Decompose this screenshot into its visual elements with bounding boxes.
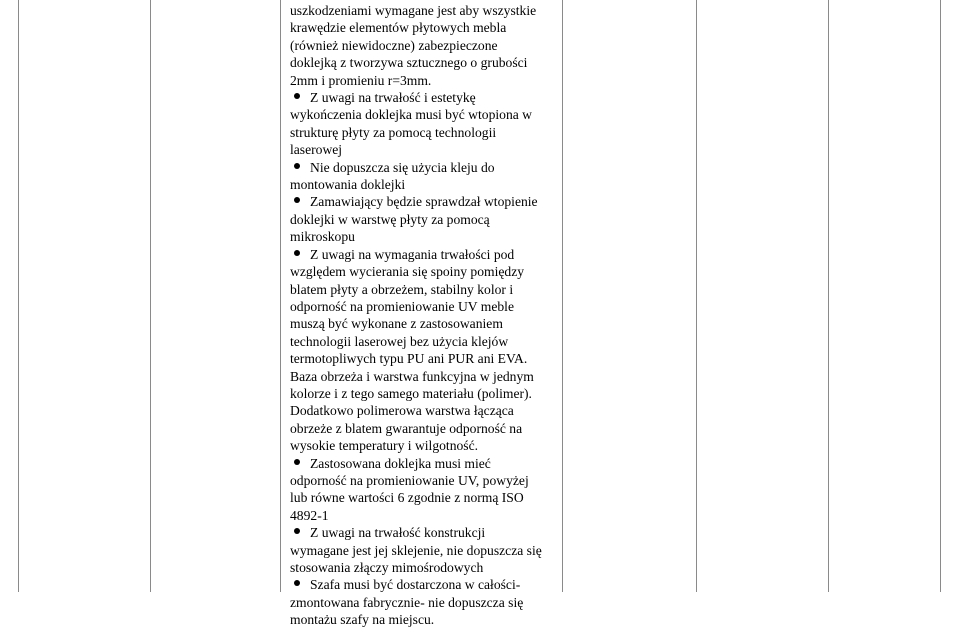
bullet-line — [290, 193, 560, 210]
line-text: zmontowana fabrycznie- nie dopuszcza się — [290, 594, 524, 610]
line-text: Z uwagi na trwałość konstrukcji — [310, 525, 486, 541]
text-line — [290, 542, 560, 559]
bullet-line — [290, 159, 560, 176]
text-line — [290, 211, 560, 228]
line-text: Zamawiający będzie sprawdzał wtopienie — [310, 194, 538, 210]
text-line — [290, 263, 560, 280]
line-text: laserowej — [290, 142, 343, 158]
line-text: blatem płyty a obrzeżem, stabilny kolor i — [290, 281, 514, 297]
text-line — [290, 37, 560, 54]
text-line — [290, 176, 560, 193]
line-text: 4892-1 — [290, 507, 329, 523]
line-text: Zastosowana doklejka musi mieć — [310, 455, 491, 471]
text-line — [290, 350, 560, 367]
line-text: wymagane jest jej sklejenie, nie dopuszcza się — [290, 542, 542, 558]
line-text: 2mm i promieniu r=3mm. — [290, 72, 432, 88]
bullet-line — [290, 246, 560, 263]
line-text: Szafa musi być dostarczona w całości- — [310, 577, 521, 593]
line-text: względem wycierania się spoiny pomiędzy — [290, 264, 525, 280]
text-line — [290, 281, 560, 298]
line-text: Dodatkowo polimerowa warstwa łącząca — [290, 403, 514, 419]
line-text: wykończenia doklejka musi być wtopiona w — [290, 107, 532, 123]
text-line — [290, 124, 560, 141]
line-text: odporność na promieniowanie UV, powyżej — [290, 472, 529, 488]
bullet-dot-icon — [294, 163, 300, 169]
line-text: odporność na promieniowanie UV meble — [290, 298, 514, 314]
line-text: Nie dopuszcza się użycia kleju do — [310, 159, 495, 175]
table-border-line — [828, 0, 829, 592]
text-line — [290, 559, 560, 576]
line-text: (również niewidoczne) zabezpieczone — [290, 37, 498, 53]
line-text: krawędzie elementów płytowych mebla — [290, 20, 507, 36]
line-text: doklejką z tworzywa sztucznego o grubości — [290, 55, 528, 71]
line-text: wysokie temperatury i wilgotność. — [290, 438, 479, 454]
text-line — [290, 315, 560, 332]
line-text: Baza obrzeża i warstwa funkcyjna w jednym — [290, 368, 534, 384]
text-line — [290, 507, 560, 524]
text-line — [290, 333, 560, 350]
text-line — [290, 368, 560, 385]
line-text: mikroskopu — [290, 229, 355, 245]
bullet-dot-icon — [294, 197, 300, 203]
line-text: termotopliwych typu PU ani PUR ani EVA. — [290, 351, 528, 367]
text-line — [290, 420, 560, 437]
line-text: muszą być wykonane z zastosowaniem — [290, 316, 503, 332]
bullet-line — [290, 576, 560, 593]
table-border-line — [150, 0, 151, 592]
table-border-line — [940, 0, 941, 592]
text-line — [290, 437, 560, 454]
bullet-dot-icon — [294, 580, 300, 586]
bullet-line — [290, 524, 560, 541]
table-border-line — [280, 0, 281, 592]
line-text: lub równe wartości 6 zgodnie z normą ISO — [290, 490, 524, 506]
text-line — [290, 489, 560, 506]
table-border-line — [18, 0, 19, 592]
text-line — [290, 611, 560, 628]
text-line — [290, 2, 560, 19]
text-line — [290, 141, 560, 158]
bullet-dot-icon — [294, 93, 300, 99]
bullet-line — [290, 455, 560, 472]
line-text: Z uwagi na trwałość i estetykę — [310, 90, 476, 106]
table-border-line — [696, 0, 697, 592]
bullet-line — [290, 89, 560, 106]
text-line — [290, 298, 560, 315]
line-text: kolorze i z tego samego materiału (polimer). — [290, 385, 532, 401]
line-text: montowania doklejki — [290, 177, 406, 193]
description-cell — [290, 2, 560, 629]
line-text: Z uwagi na wymagania trwałości pod — [310, 246, 515, 262]
text-line — [290, 228, 560, 245]
line-text: strukturę płyty za pomocą technologii — [290, 124, 497, 140]
line-text: doklejki w warstwę płyty za pomocą — [290, 211, 490, 227]
text-line — [290, 385, 560, 402]
table-border-line — [562, 0, 563, 592]
line-text: uszkodzeniami wymagane jest aby wszystkie — [290, 3, 537, 18]
text-line — [290, 72, 560, 89]
bullet-dot-icon — [294, 459, 300, 465]
line-text: montażu szafy na miejscu. — [290, 612, 435, 628]
line-text: stosowania złączy mimośrodowych — [290, 560, 484, 575]
text-line — [290, 402, 560, 419]
text-line — [290, 594, 560, 611]
text-line — [290, 106, 560, 123]
line-text: obrzeże z blatem gwarantuje odporność na — [290, 420, 523, 436]
text-line — [290, 472, 560, 489]
text-line — [290, 19, 560, 36]
bullet-dot-icon — [294, 528, 300, 534]
line-text: technologii laserowej bez użycia klejów — [290, 333, 509, 349]
bullet-dot-icon — [294, 250, 300, 256]
text-line — [290, 54, 560, 71]
